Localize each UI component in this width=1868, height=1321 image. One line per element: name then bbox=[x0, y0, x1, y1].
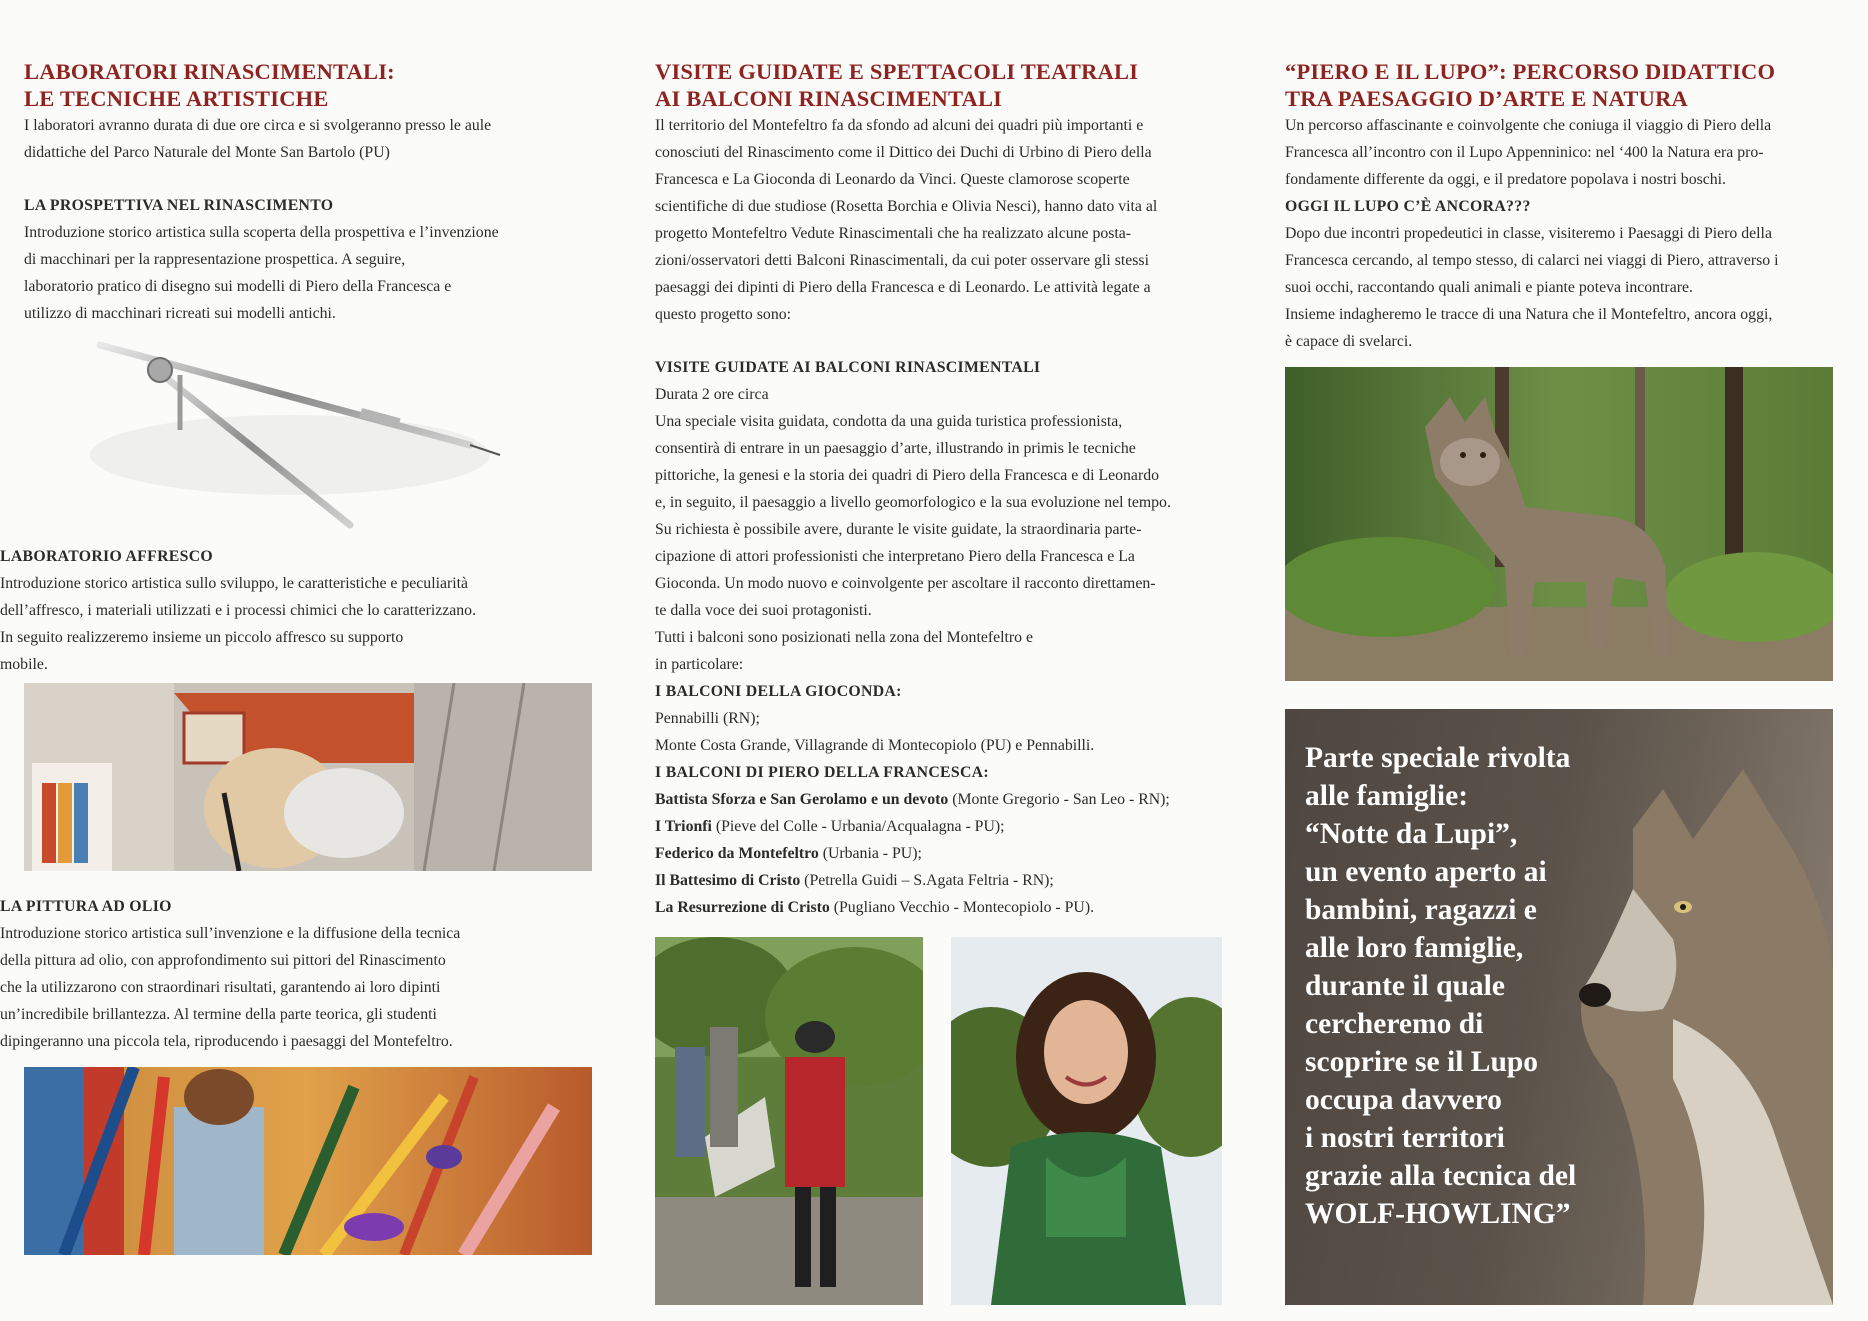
text-prospettiva: Introduzione storico artistica sulla scoperta della prospettiva e l’invenzione di macchinari per la rappresentazione prospettica. A seguire, laboratorio pratico di disegno sui modelli di Piero della Francesca e utilizzo di macchinari ricreati sui modelli antichi. bbox=[24, 224, 499, 322]
title-visite-balconi: VISITE GUIDATE AI BALCONI RINASCIMENTALI bbox=[655, 359, 1041, 376]
title-balconi-gioconda: I BALCONI DELLA GIOCONDA: bbox=[655, 683, 902, 700]
list-item: Il Battesimo di Cristo (Petrella Guidi – S.Agata Feltria - RN); bbox=[655, 872, 1054, 889]
list-item: La Resurrezione di Cristo (Pugliano Vecchio - Montecopiolo - PU). bbox=[655, 899, 1095, 916]
column-affresco: LABORATORIO AFFRESCO Introduzione storico artistica sullo sviluppo, le caratteristiche e peculiarità dell’affresco, i materiali utilizzati e i processi chimici che lo caratterizzano. In seguito realizzeremo insieme un piccolo affresco su supporto mobile. bbox=[0, 543, 476, 678]
family-event-text: Parte speciale rivolta alle famiglie: “Notte da Lupi”, un evento aperto ai bambini, ragazzi e alle loro famiglie, durante il quale cercheremo di scoprire se il Lupo occupa davvero i nostri territori grazie alla tecnica del WOLF-HOWLING” bbox=[1305, 742, 1577, 1230]
heading-piero-lupo: “PIERO E IL LUPO”: PERCORSO DIDATTICO TRA PAESAGGIO D’ARTE E NATURA bbox=[1285, 59, 1776, 111]
intro-piero-lupo: Un percorso affascinante e coinvolgente che coniuga il viaggio di Piero della Francesca all’incontro con il Lupo Appenninico: nel ‘400 la Natura era pro- fondamente differente da oggi, e il predatore popolava i nostri boschi. bbox=[1285, 117, 1772, 188]
list-item: Federico da Montefeltro (Urbania - PU); bbox=[655, 845, 922, 862]
intro-visite: Il territorio del Montefeltro fa da sfondo ad alcuni dei quadri più importanti e conosciuti del Rinascimento come il Dittico dei Duchi di Urbino di Piero della Francesca e La Gioconda di Leonardo da Vinci. Queste clamorose scoperte scientifiche di due studiose (Rosetta Borchia e Olivia Nesci), hanno dato vita al progetto Montefeltro Vedute Rinascimentali che ha realizzato alcune posta- zioni/osservatori detti Balconi Rinascimentali, da cui poter osservare gli stessi paesaggi dei dipinti di Piero della Francesca e di Leonardo. Le attività legate a questo progetto sono: bbox=[655, 117, 1158, 323]
column-laboratori bbox=[24, 58, 594, 327]
column-visite: VISITE GUIDATE E SPETTACOLI TEATRALI AI BALCONI RINASCIMENTALI Il territorio del Montefeltro fa da sfondo ad alcuni dei quadri più importanti e conosciuti del Rinascimento come il Dittico dei Duchi di Urbino di Piero della Francesca e La Gioconda di Leonardo da Vinci. Queste clamorose scoperte scientifiche di due studiose (Rosetta Borchia e Olivia Nesci), hanno dato vita al progetto Montefeltro Vedute Rinascimentali che ha realizzato alcune posta- zioni/osservatori detti Balconi Rinascimentali, da cui poter osservare gli stessi paesaggi dei dipinti di Piero della Francesca e di Leonardo. Le attività legate a questo progetto sono: VISITE GUIDATE AI BALCONI RINASCIMENTALI Durata 2 ore circa Una speciale visita guidata, condotta da una guida turistica professionista, consentirà di entrare in un paesaggio d’arte, illustrando in primis le tecniche pittoriche, la genesi e la storia dei quadri di Piero della Francesca e di Leonardo e, in seguito, il paesaggio a livello geomorfologico e la sua evoluzione nel tempo. Su richiesta è possibile avere, durante le visite guidate, la straordinaria parte- cipazione di attori professionisti che interpretano Piero della Francesca e La Gioconda. Un modo nuovo e coinvolgente per ascoltare il racconto direttamen- te dalla voce dei suoi protagonisti. Tutti i balconi sono posizionati nella zona del Montefeltro e in particolare: I BALCONI DELLA GIOCONDA: Pennabilli (RN); Monte Costa Grande, Villagrande di Montecopiolo (PU) e Pennabilli. I BALCONI DI PIERO DELLA FRANCESCA: Battista Sforza e San Gerolamo e un devoto (Monte Gregorio - San Leo - RN); I Trionfi (Pieve del Colle - Urbania/Acqualagna - PU); Federico da Montefeltro (Urbania - PU); Il Battesimo di Cristo (Petrella Guidi – S.Agata Feltria - RN); La Resurrezione di Cristo (Pugliano Vecchio - Montecopiolo - PU). bbox=[655, 58, 1225, 921]
compass-image bbox=[60, 335, 520, 535]
column-piero-lupo bbox=[1285, 58, 1835, 355]
title-affresco: LABORATORIO AFFRESCO bbox=[0, 548, 214, 565]
wolf-forest-image bbox=[1285, 367, 1833, 681]
gioconda-actress-image bbox=[951, 937, 1222, 1305]
guided-visit-image bbox=[655, 937, 923, 1305]
list-item: I Trionfi (Pieve del Colle - Urbania/Acqualagna - PU); bbox=[655, 818, 1005, 835]
title-olio: LA PITTURA AD OLIO bbox=[0, 898, 172, 915]
fresco-image bbox=[24, 683, 592, 871]
list-balconi-piero bbox=[655, 786, 1225, 921]
title-balconi-piero: I BALCONI DI PIERO DELLA FRANCESCA: bbox=[655, 764, 989, 781]
text-visite: Una speciale visita guidata, condotta da una guida turistica professionista, consentirà di entrare in un paesaggio d’arte, illustrando in primis le tecniche pittoriche, la genesi e la storia dei quadri di Piero della Francesca e di Leonardo e, in seguito, il paesaggio a livello geomorfologico e la sua evoluzione nel tempo. Su richiesta è possibile avere, durante le visite guidate, la straordinaria parte- cipazione di attori professionisti che interpretano Piero della Francesca e La Gioconda. Un modo nuovo e coinvolgente per ascoltare il racconto direttamen- te dalla voce dei suoi protagonisti. Tutti i balconi sono posizionati nella zona del Montefeltro e in particolare: bbox=[655, 413, 1171, 673]
title-prospettiva: LA PROSPETTIVA NEL RINASCIMENTO bbox=[24, 197, 334, 214]
heading-laboratori: LABORATORI RINASCIMENTALI: LE TECNICHE ARTISTICHE bbox=[24, 59, 395, 111]
brushes-image bbox=[24, 1067, 592, 1255]
intro-laboratori: I laboratori avranno durata di due ore circa e si svolgeranno presso le aule didattiche del Parco Naturale del Monte San Bartolo (PU) bbox=[24, 117, 492, 161]
family-event-box bbox=[1285, 709, 1833, 1305]
list-item: Battista Sforza e San Gerolamo e un devoto (Monte Gregorio - San Leo - RN); bbox=[655, 791, 1170, 808]
column-olio: LA PITTURA AD OLIO Introduzione storico artistica sull’invenzione e la diffusione della tecnica della pittura ad olio, con approfondimento sui pittori del Rinascimento che la utilizzarono con straordinari risultati, garantendo ai loro dipinti un’incredibile brillantezza. Al termine della parte teorica, gli studenti dipingeranno una piccola tela, riproducendo i paesaggi del Montefeltro. bbox=[0, 893, 460, 1055]
duration: Durata 2 ore circa bbox=[655, 386, 769, 403]
heading-visite: VISITE GUIDATE E SPETTACOLI TEATRALI AI BALCONI RINASCIMENTALI bbox=[655, 59, 1139, 111]
text-piero-lupo: Dopo due incontri propedeutici in classe, visiteremo i Paesaggi di Piero della Francesca cercando, al tempo stesso, di calarci nei viaggi di Piero, attraverso i suoi occhi, raccontando quali animali e piante poteva incontrare. Insieme indagheremo le tracce di una Natura che il Montefeltro, ancora oggi, è capace di svelarci. bbox=[1285, 225, 1779, 350]
question-lupo: OGGI IL LUPO C’È ANCORA??? bbox=[1285, 198, 1531, 215]
